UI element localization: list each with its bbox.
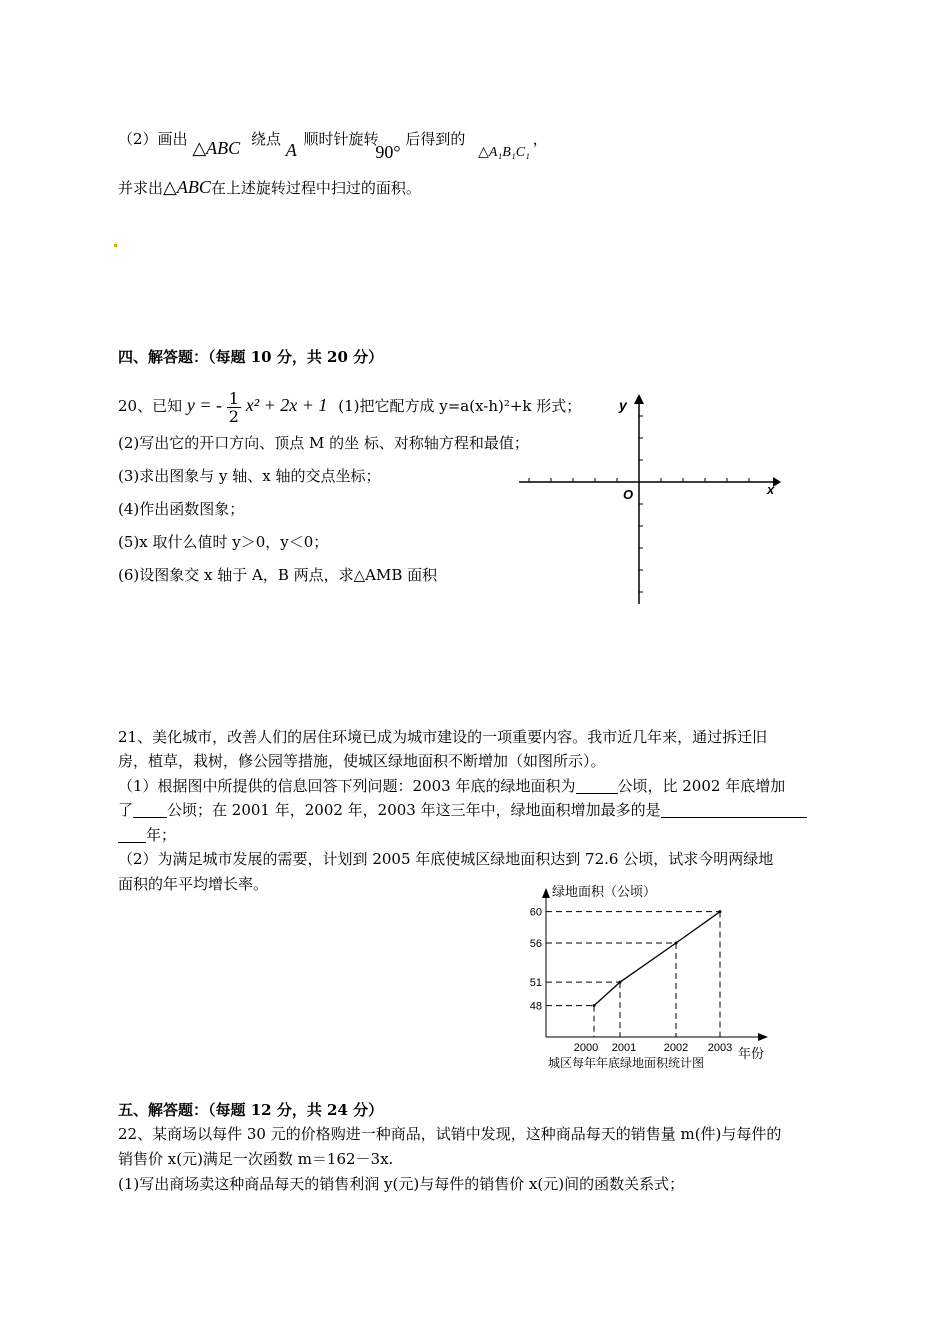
q19-rotate-cw: 顺时针旋转 (303, 130, 379, 148)
q20-y-arrow (634, 394, 644, 404)
q22-line3: (1)写出商场卖这种商品每天的销售利润 y(元)与每件的销售价 x(元)间的函数关系式； (118, 1175, 685, 1193)
q21-line6: （2）为满足城市发展的需要，计划到 2005 年底使城区绿地面积达到 72.6 公顷，试求今明两绿地 (118, 850, 774, 868)
y-tick-label: 56 (529, 938, 542, 950)
q21-line3 (118, 776, 785, 796)
x-tick-label: 2003 (707, 1042, 733, 1054)
q20-part2: (2)写出它的开口方向、顶点 M 的坐 标、对称轴方程和最值； (118, 434, 529, 452)
q20-prefix: 20、已知 (118, 397, 183, 415)
q20-part5: (5)x 取什么值时 y＞0，y＜0； (118, 533, 329, 551)
q21-blank-area-2003 (576, 777, 618, 794)
q19-around-point: 绕点 (250, 130, 281, 148)
q21-line5 (118, 825, 176, 845)
q20-frac-den: 2 (228, 406, 239, 426)
q22-line1: 22、某商场以每件 30 元的价格购进一种商品，试销中发现，这种商品每天的销售量 m(件)与每件的 (118, 1125, 782, 1143)
q19-tri-abc: △ABC (192, 138, 241, 158)
chart-xlabel: 年份 (738, 1046, 765, 1061)
q19-comma: ， (532, 130, 548, 148)
q22-line2: 销售价 x(元)满足一次函数 m＝162－3x. (118, 1150, 394, 1168)
q19-line2-suffix: 在上述旋转过程中扫过的面积。 (210, 179, 421, 197)
q20-origin-label: O (623, 487, 634, 502)
chart-y-arrow (542, 888, 550, 898)
q21-line7: 面积的年平均增长率。 (118, 875, 269, 893)
q19-tri-a1b1c1: △A₁B₁C₁ (478, 145, 530, 160)
section5-heading: 五、解答题：（每题 12 分，共 24 分） (118, 1101, 384, 1119)
q20-part3: (3)求出图象与 y 轴、x 轴的交点坐标； (118, 467, 381, 485)
x-tick-label: 2002 (663, 1042, 689, 1054)
q19-part2-label: （2）画出 (118, 130, 188, 148)
chart-title: 城区每年年底绿地面积统计图 (548, 1056, 705, 1070)
chart-marks (530, 907, 732, 1054)
section4-heading: 四、解答题：（每题 10 分，共 20 分） (118, 348, 384, 366)
q21-line5-text: 年； (146, 826, 177, 844)
q20-fraction (227, 390, 241, 425)
q20-line1 (118, 385, 581, 426)
series-line (594, 912, 720, 1006)
y-tick-label: 48 (529, 1000, 542, 1013)
q21-line3a: （1）根据图中所提供的信息回答下列问题：2003 年底的绿地面积为 (118, 777, 576, 795)
q20-eq-y: y = - (186, 395, 223, 415)
q19-ninety: 90° (375, 142, 401, 162)
q19-after: 后得到的 (405, 130, 466, 148)
q21-line1: 21、美化城市，改善人们的居住环境已成为城市建设的一项重要内容。我市近几年来，通过拆迁旧 (118, 728, 768, 746)
q21-line3b: 公顷，比 2002 年底增加 (617, 777, 786, 795)
x-tick-label: 2001 (611, 1042, 637, 1054)
x-tick-label: 2000 (573, 1042, 599, 1054)
q20-eq-rest: x² + 2x + 1 (245, 395, 328, 415)
q20-part1: (1)把它配方成 y=a(x-h)²+k 形式； (338, 397, 582, 415)
q20-y-label: y (619, 397, 627, 413)
q21-blank-max-year-cont (118, 826, 146, 843)
q20-part6: (6)设图象交 x 轴于 A，B 两点，求△AMB 面积 (118, 566, 438, 584)
q21-line4a: 了 (118, 801, 134, 819)
q19-line2-prefix: 并求出 (118, 179, 164, 197)
chart-ylabel: 绿地面积（公顷） (552, 884, 657, 899)
q20-frac-num: 1 (228, 388, 239, 408)
q20-part4: (4)作出函数图象； (118, 500, 245, 518)
q19-point-a: A (285, 140, 297, 160)
q21-line4b: 公顷；在 2001 年，2002 年，2003 年这三年中，绿地面积增加最多的是 (167, 801, 661, 819)
green-area-chart (490, 882, 780, 1072)
q19-part2-line2 (118, 177, 421, 198)
stray-mark (114, 244, 117, 247)
q21-line2: 房，植草，栽树，修公园等措施，使城区绿地面积不断增加（如图所示）。 (118, 752, 606, 770)
q20-axes (515, 392, 785, 610)
y-tick-label: 51 (529, 977, 542, 990)
y-tick-label: 60 (529, 906, 542, 919)
chart-x-arrow (758, 1033, 768, 1041)
q19-line2-tri: △ABC (163, 177, 211, 197)
q19-part2-line1 (118, 128, 548, 162)
q21-line4 (118, 800, 807, 820)
q21-blank-increase (133, 801, 167, 818)
q20-x-label: x (767, 482, 775, 497)
q21-blank-max-year (661, 801, 807, 818)
